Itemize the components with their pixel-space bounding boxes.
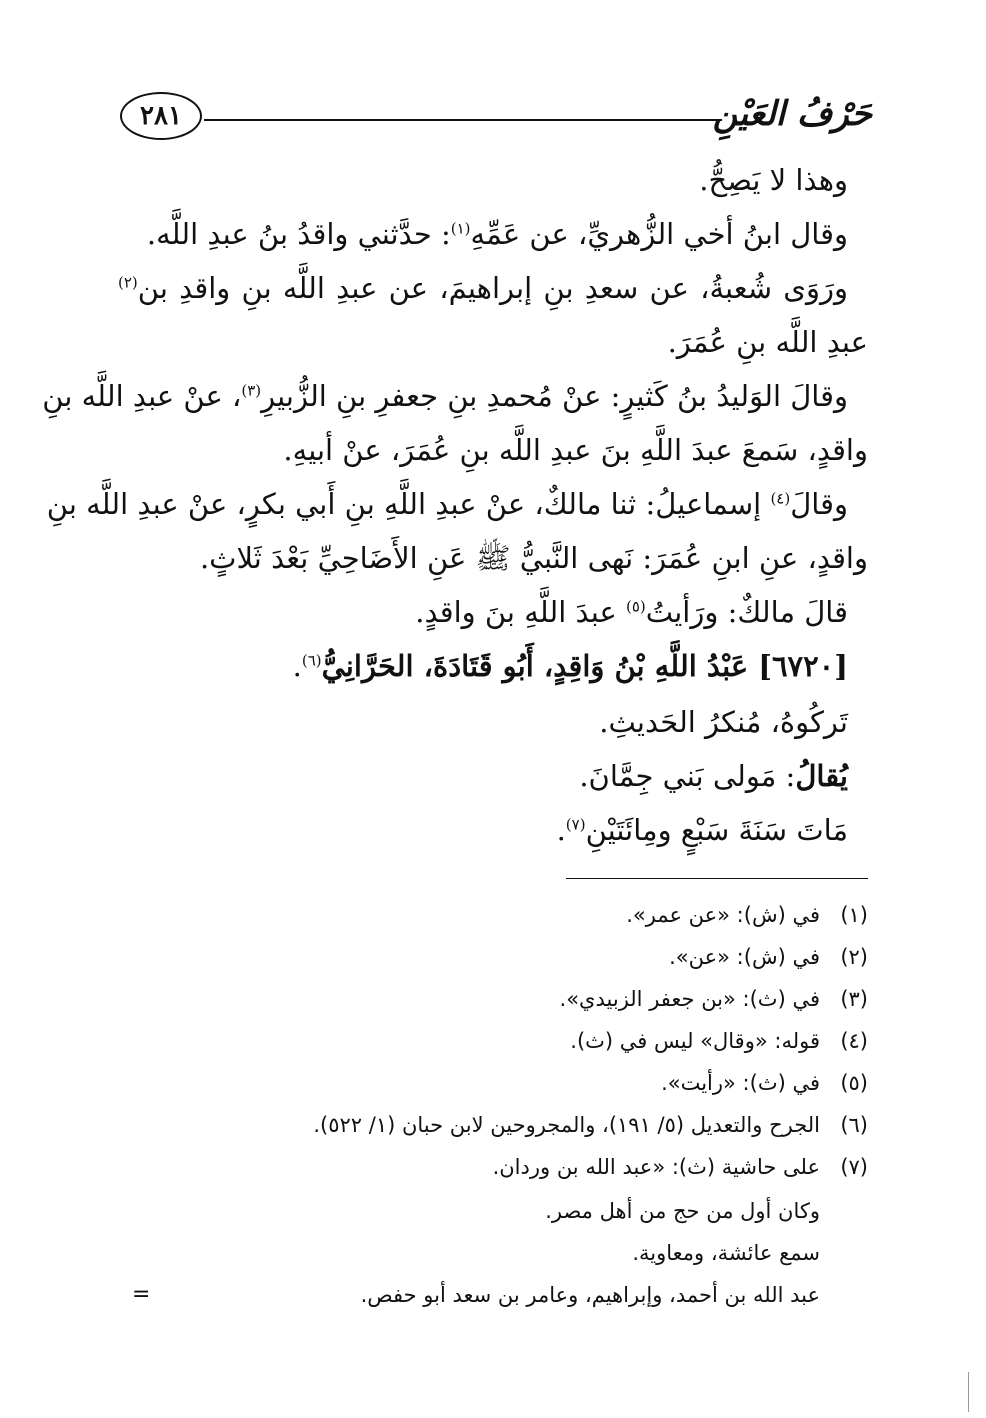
text-line: وهذا لا يَصِحُّ. (699, 163, 848, 197)
footnote-ref: (٣) (241, 381, 262, 400)
text-line: تَركُوهُ، مُنكرُ الحَديثِ. (599, 705, 848, 739)
footnote-ref: (٧) (565, 815, 586, 834)
text-line: عبدِ اللَّه بنِ عُمَرَ. (667, 325, 868, 359)
text-line: وقالَ$^{(٤)}$ إسماعيلُ: ثنا مالكٌ، عنْ عبدِ اللَّهِ بنِ أَبي بكرٍ، عنْ عبدِ اللَّه بنِ (46, 487, 848, 521)
page-edge-mark (968, 1372, 969, 1412)
running-title: حَرْفُ العَيْنِ (712, 94, 872, 134)
entry-heading: [٦٧٢٠] عَبْدُ اللَّهِ بْنُ وَاقِدٍ، أَبُو قَتَادَةَ، الحَرَّانِيُّ$^{(٦)}$. (292, 649, 848, 683)
page-number: ٢٨١ (140, 101, 182, 131)
text-line: يُقالُ: مَولى بَني جِمَّانَ. (579, 759, 848, 793)
page-header (120, 92, 872, 148)
text-line: ورَوَى شُعبةُ، عن سعدِ بنِ إبراهيمَ، عن عبدِ اللَّه بنِ واقدِ بن$^{(٢)}$ (118, 271, 848, 305)
page-number-badge (120, 92, 202, 140)
text-line: مَاتَ سَنَةَ سَبْعٍ ومِائَتَيْنِ$^{(٧)}$. (556, 813, 848, 847)
footnote-ref: (٢) (118, 273, 138, 292)
text-line: واقدٍ، سَمعَ عبدَ اللَّهِ بنَ عبدِ اللَّه بنِ عُمَرَ، عنْ أبيهِ. (283, 433, 868, 467)
text-line: وقال ابنُ أخي الزُّهريِّ، عن عَمِّهِ$^{(١)}$: حدَّثني واقدُ بنُ عبدِ اللَّه. (146, 217, 848, 251)
footnote-ref: (٤) (770, 489, 791, 508)
footnote-separator (566, 878, 868, 879)
footnote-ref: (٦) (301, 651, 322, 670)
document-page: حَرْفُ العَيْنِ ٢٨١ وهذا لا يَصِحُّ. وقال ابنُ أخي الزُّهريِّ، عن عَمِّهِ$^{(١)}$: حدَّثني واقدُ بنُ عبدِ اللَّه. ورَوَى شُعبةُ، عن سعدِ بنِ إبراهيمَ، عن عبدِ اللَّه بنِ واقدِ بن$^{(٢)}$ عبدِ اللَّه بنِ عُمَرَ. وقالَ الوَليدُ بنُ كَثيرٍ: عنْ مُحمدِ بنِ جعفرِ بنِ الزُّبيرِ$^{(٣)}$، عنْ عبدِ اللَّه بنِ واقدٍ، سَمعَ عبدَ اللَّهِ بنَ عبدِ اللَّه بنِ عُمَرَ، عنْ أبيهِ. وقالَ$^{(٤)}$ إسماعيلُ: ثنا مالكٌ، عنْ عبدِ اللَّهِ بنِ أَبي بكرٍ، عنْ عبدِ اللَّه بنِ واقدٍ، عنِ ابنِ عُمَرَ: نَهى النَّبيُّ ﷺ عَنِ الأَضَاحِيِّ بَعْدَ ثَلاثٍ. قالَ مالكٌ: ورَأيتُ$^{(٥)}$ عبدَ اللَّهِ بنَ واقدٍ. [٦٧٢٠] عَبْدُ اللَّهِ بْنُ وَاقِدٍ، أَبُو قَتَادَةَ، الحَرَّانِيُّ$^{(٦)}$. تَركُوهُ، مُنكرُ الحَديثِ. يُقالُ: مَولى بَني جِمَّانَ. مَاتَ سَنَةَ سَبْعٍ ومِائَتَيْنِ$^{(٧)}$. (١) في (ش): «عن عمر». (٢) في (ش): «عن». (٣) في (ث): «بن جعفر الزبيدي». (٤) قوله: «وقال» ليس في (ث). (٥) في (ث): «رأيت». (٦) الجرح والتعديل (٥/ ١٩١)، والمجروحين لابن حبان (١/ ٥٢٢). (٧) على حاشية (ث): «عبد الله بن وردان. وكان أول من حج من أهل مصر. سمع عائشة، ومعاوية. عبد الله بن أحمد، وإبراهيم، وعامر بن سعد أبو حفص. = (0, 0, 986, 1418)
text-line: واقدٍ، عنِ ابنِ عُمَرَ: نَهى النَّبيُّ ﷺ عَنِ الأَضَاحِيِّ بَعْدَ ثَلاثٍ. (199, 541, 868, 575)
continuation-mark: = (132, 1282, 151, 1307)
text-line: وقالَ الوَليدُ بنُ كَثيرٍ: عنْ مُحمدِ بنِ جعفرِ بنِ الزُّبيرِ$^{(٣)}$، عنْ عبدِ اللَّه بنِ (42, 379, 848, 413)
header-rule (204, 119, 722, 121)
footnote-ref: (٥) (625, 597, 646, 616)
footnote-ref: (١) (450, 219, 471, 238)
text-line: قالَ مالكٌ: ورَأيتُ$^{(٥)}$ عبدَ اللَّهِ بنَ واقدٍ. (415, 595, 848, 629)
